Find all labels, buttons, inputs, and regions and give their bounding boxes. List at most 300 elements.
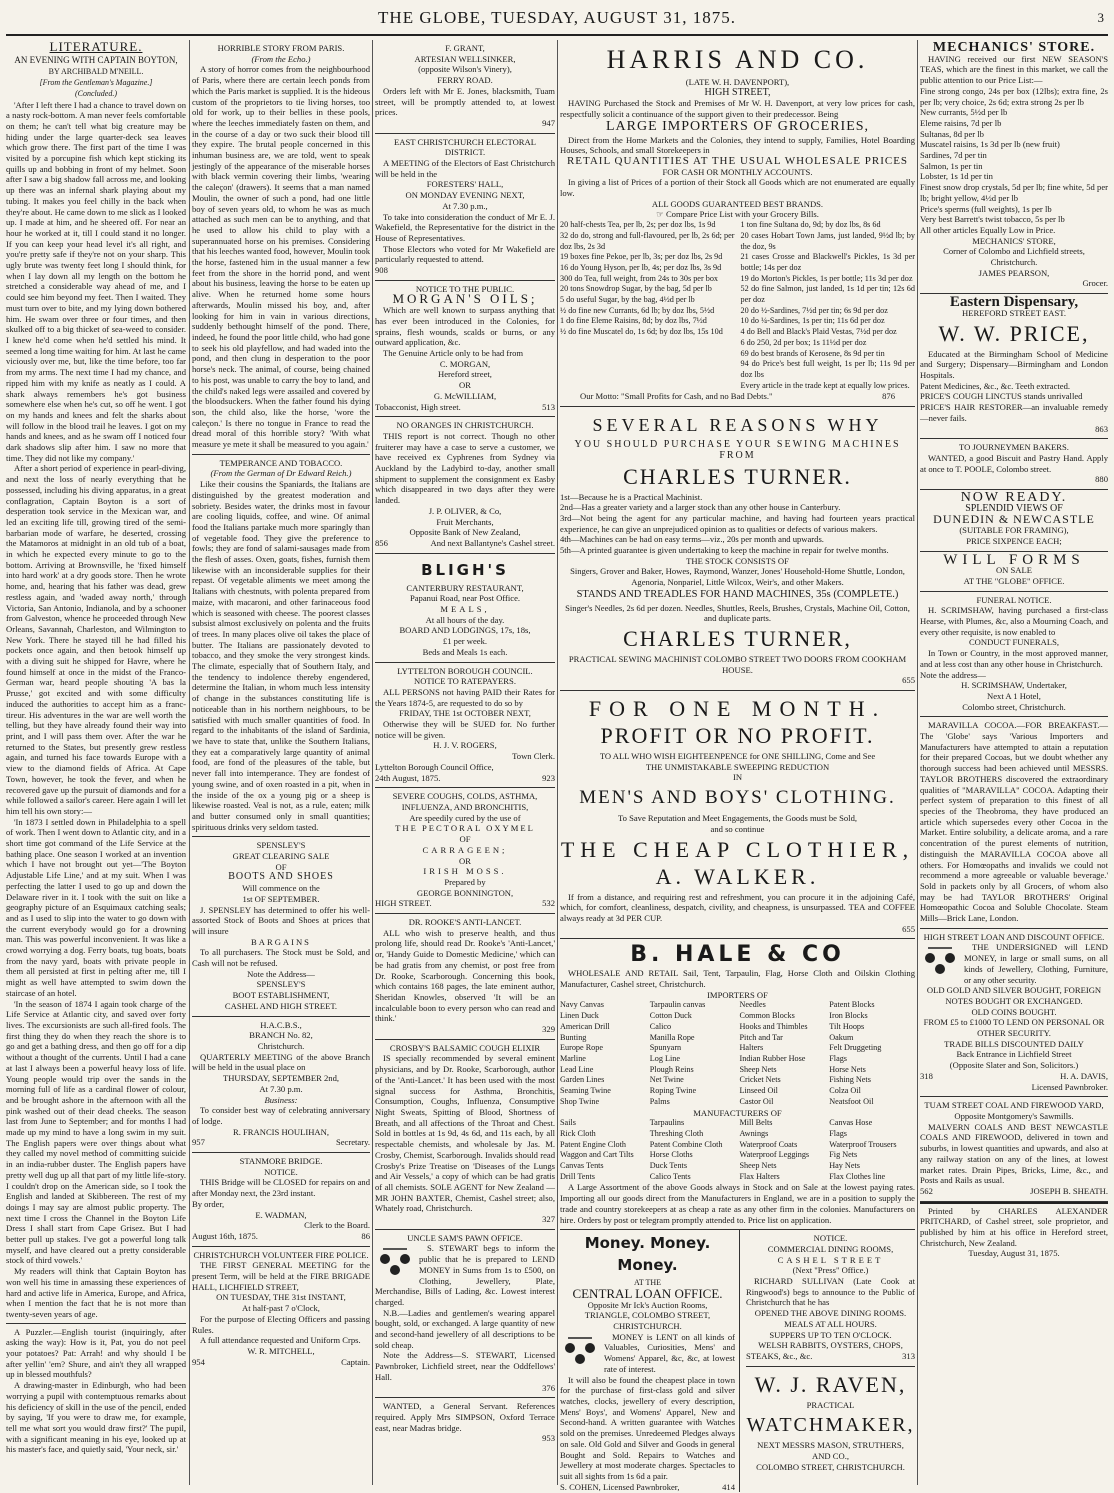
ad-number: 329	[542, 1024, 555, 1035]
ad-body: THIS Bridge will be CLOSED for repairs on and after Monday next, the 23rd instant.	[192, 1177, 370, 1199]
list-item: 5th—A printed guarantee is given undertaking to keep the machine in repair for twelve months.	[560, 545, 889, 556]
grid-item: Waterproof Leggings	[739, 1150, 810, 1160]
grid-item: Flags	[829, 1054, 847, 1063]
ad-address: Colombo street, Christchurch.	[962, 701, 1066, 712]
ad-number: 327	[542, 1214, 555, 1225]
ad-body: It will also be found the cheapest place in town for the purchase of first-class gold and silver watches, clocks, jewellery of every description, Mens' Boys', and Womens' Apparel, New and Second-hand. A written guarantee with Watches sold on the premises. Unredeemed Pledges always on sale. Old Gold and Silver and Goods in general Bought and Sold. Repairs to Watches and Jewellery at most moderate charges. Spectacles to suit all sights from 1s 6d a pair.	[560, 1374, 735, 1481]
ad-text: PRICE'S COUGH LINCTUS stands unrivalled	[920, 391, 1083, 402]
ad-text: Compare Price List with your Grocery Bills.	[665, 209, 819, 220]
grid-item: Tilt Hoops	[829, 1021, 865, 1031]
ad-address: Corner of Colombo and Lichfield streets,	[943, 246, 1085, 257]
ad-title: H.A.C.B.S.,	[260, 1019, 302, 1030]
ad-title: HIGH STREET LOAN AND DISCOUNT OFFICE.	[923, 931, 1105, 942]
price-list	[560, 220, 915, 391]
grid-item: Tarpaulin canvas	[649, 1000, 706, 1010]
ad-title: B. HALE & CO	[630, 942, 845, 968]
ad-text: Christchurch.	[257, 1040, 305, 1051]
grid-item: Needles	[739, 1000, 766, 1010]
list-item: 1 do fine Eleme Raisins, 8d; by doz lbs, 7½d	[560, 316, 707, 326]
ad-number: 856	[375, 537, 388, 548]
coughs-ad	[375, 788, 555, 914]
ad-text: Singers, Grover and Baker, Howes, Raymond, Wanzer, Jones' Household-Home Shuttle, London, Agenoria, Nonpariel, Little Wilcox, Weir's, and other Makers.	[570, 566, 905, 588]
ad-text: IN	[732, 772, 743, 783]
ad-address: Tobacconist, High street.	[375, 401, 461, 412]
ad-motto: Our Motto: "Small Profits for Cash, and no Bad Debts."	[580, 391, 773, 402]
hale-ad	[560, 939, 915, 1230]
ad-body: To take into consideration the conduct of Mr E. J. Wakefield, the Representative for the district in the House of Representatives.	[375, 211, 555, 243]
ad-headline: STANDS AND TREADLES FOR HAND MACHINES, 35s (COMPLETE.)	[576, 588, 899, 600]
ad-number: 513	[542, 401, 555, 412]
price-list-right	[741, 220, 916, 391]
ad-address: HIGH STREET,	[704, 86, 771, 98]
ad-title: COMMERCIAL DINING ROOMS,	[767, 1243, 894, 1254]
ad-address: Christchurch.	[990, 257, 1038, 268]
ad-text: OPENED THE ABOVE DINING ROOMS.	[754, 1308, 907, 1319]
grant-ad	[375, 40, 555, 134]
grid-item: Castor Oil	[739, 1096, 774, 1106]
ad-title: SEVERE COUGHS, COLDS, ASTHMA, INFLUENZA, AND BRONCHITIS,	[392, 791, 538, 812]
ad-body: H. SCRIMSHAW, having purchased a first-class Hearse, with Plumes, &c, also a Mourning Coach, and every other requisite, is now enabled to	[920, 605, 1108, 637]
ad-name: A. WALKER.	[655, 863, 820, 889]
pawn-balls-icon	[920, 944, 960, 976]
volunteer-fire-ad	[192, 1247, 370, 1372]
ad-title: NO ORANGES IN CHRISTCHURCH.	[396, 420, 534, 431]
funeral-ad	[920, 592, 1108, 718]
ad-address: HEREFORD STREET EAST.	[961, 307, 1066, 318]
ad-text: THE PECTORAL OXYMEL	[395, 823, 535, 834]
ad-number: 880	[1095, 474, 1108, 485]
ad-body: For the purpose of Electing Officers and passing Rules.	[192, 1313, 370, 1335]
ad-address: AND CO.,	[811, 1451, 849, 1462]
grid-item: Linen Duck	[560, 1011, 599, 1021]
ad-number: 954	[192, 1356, 205, 1367]
grid-item: Threshing Cloth	[649, 1128, 704, 1138]
ad-number: 532	[542, 898, 555, 909]
ad-name: F. GRANT,	[445, 43, 485, 53]
ad-text: SPLENDID VIEWS OF	[965, 502, 1063, 514]
ad-role: Captain.	[341, 1356, 370, 1367]
grid-item: Spunyarn	[649, 1043, 682, 1053]
grid-item: Iron Blocks	[829, 1011, 868, 1021]
ad-body: Which are well known to surpass anything that has ever been introduced in the Colonies, for sprains, flesh wounds, scalds or burns, or any outward application, &c.	[375, 305, 555, 348]
ad-goods: BOOTS AND SHOES	[228, 871, 334, 883]
grid-item: Awnings	[739, 1128, 769, 1138]
ad-address: (Opposite Slater and Son, Solicitors.)	[949, 1060, 1079, 1071]
column-four	[560, 40, 915, 1492]
mechanics-store-ad	[920, 40, 1108, 294]
views-ad	[920, 490, 1108, 552]
coal-yard-ad	[920, 1097, 1108, 1201]
grid-item: Linseed Oil	[739, 1086, 778, 1096]
ad-title: CROSBY'S BALSAMIC COUGH ELIXIR	[389, 1042, 541, 1053]
grid-item: Waterproof Coats	[739, 1139, 798, 1149]
pawn-balls-icon	[560, 1334, 600, 1366]
ad-headline: CONDUCT FUNERALS,	[968, 637, 1060, 648]
ad-text: Are speedily cured by the use of	[409, 812, 521, 823]
ad-text: AT THE	[633, 1278, 662, 1288]
list-item: Eleme raisins, 7d per lb	[920, 117, 1002, 128]
ad-number: 318	[920, 1070, 933, 1081]
grid-item: Roping Twine	[649, 1086, 697, 1096]
ad-headline: MEN'S AND BOYS' CLOTHING.	[579, 787, 896, 809]
ad-text: TO ALL WHO WISH EIGHTEENPENCE for ONE SHILLING, Come and See	[599, 751, 876, 762]
ad-body: Direct from the Home Markets and the Colonies, they intend to supply, Families, Hotel Boarding Houses, Schools, and small Storekeepers in	[560, 134, 915, 156]
ad-address: Next A 1 Hotel,	[987, 690, 1041, 701]
ad-name: GEORGE BONNINGTON,	[416, 887, 514, 898]
ad-signer: R. FRANCIS HOULIHAN,	[233, 1126, 329, 1137]
ad-number: 655	[902, 675, 915, 686]
bligh-restaurant-ad	[375, 554, 555, 663]
grid-item: Flax Clothes line	[829, 1171, 886, 1181]
grid-item: Halters	[739, 1043, 764, 1053]
list-item: Price's sperms (full weights), 1s per lb	[920, 203, 1052, 214]
grid-item: Hay Nets	[829, 1161, 860, 1171]
grid-item: Bunting	[560, 1032, 587, 1042]
grid-item: Calico Tents	[649, 1171, 691, 1181]
imprint-date: Tuesday, August 31, 1875.	[968, 1248, 1060, 1259]
list-item: 69 do best brands of Kerosene, 8s 9d per tin	[740, 348, 885, 358]
article-text: Like their cousins the Spaniards, the Italians are distinguished by the greatest moderation and sobriety. Besides water, the drinks most in favour are cooling liquids, coffee, and wine. Of animal food the Italians partake much more sparingly than of vegetable food. They give the preference to fowls; they are fond of salami-sausages made from the flesh of asses. Oxen, goats, fishes, furnish them likewise with an inconsiderable supplies for their repast. Of vegetable aliments we meet among the Italians with chestnuts, with polenta prepared from maize, with macaroni, and other farinaceous food which is seasoned with cheese. The poorest classes subsist almost exclusively on polenta and the fruits of trees. In many places olive oil takes the place of butter. The Italians are passionately devoted to tobacco, and they smoke the very strongest kinds. The climate, especially that of Southern Italy, and the tendency to indolence thereby engendered, determine the Italian, in whom much less intensity of change in the substances constituting life is noticeable than in his northern neighbours, to be satisfied with much smaller quantities of food. In regard to the inhabitants of the island of Sardinia, we have to state that, unlike the Southern Italians, they eat a comparatively large quantity of animal food, are fond of the pleasures of the table, but never fall into intemperance. They are fondest of young swine, and of oxen roasted in a pit, when in the inside of the ox a young pig or a sheep is likewise roasted. Veal is not, as a rule, eaten; milk and butter consumed only in small quantities; spirituous drinks very seldom tasted.	[192, 479, 370, 832]
ad-title: SEVERAL REASONS WHY	[592, 415, 883, 436]
ad-title: EAST CHRISTCHURCH ELECTORAL DISTRICT.	[394, 136, 536, 158]
ad-address: Opposite Montgomery's Sawmills.	[954, 1110, 1074, 1121]
ad-number: 376	[542, 1382, 555, 1393]
ad-text: SUPPERS UP TO TEN O'CLOCK.	[769, 1329, 892, 1340]
grid-item: Fishing Nets	[829, 1075, 871, 1085]
ad-text: ALL GOODS GUARANTEED BEST BRANDS.	[651, 198, 824, 209]
grid-item: Mill Belts	[739, 1118, 773, 1128]
ad-title: TUAM STREET COAL AND FIREWOOD YARD,	[924, 1100, 1104, 1111]
ad-text: PRICE'S HAIR RESTORER—an invaluable remedy—never fails.	[920, 402, 1108, 423]
ad-time: At half-past 7 o'Clock,	[242, 1303, 320, 1314]
ad-bargains: BARGAINS	[251, 936, 311, 947]
ad-text: Beds and Meals 1s each.	[422, 646, 508, 657]
crosby-ad	[375, 1040, 555, 1230]
ad-signer: W. R. MITCHELL,	[247, 1345, 315, 1356]
ad-body: J. SPENSLEY has determined to offer his well-assorted Stock of Boots and Shoes at prices that will insure	[192, 904, 370, 936]
ad-text: NOTICE TO RATEPAYERS.	[414, 676, 516, 687]
ad-body: To all purchasers. The Stock must be Sold, and Cash will not be refused.	[192, 947, 370, 969]
article-title: HORRIBLE STORY FROM PARIS.	[217, 43, 345, 53]
list-item: ½ do fine Muscatel do, 1s 6d; by doz lbs, 15s 10d	[560, 327, 723, 337]
article-text: A story of horror comes from the neighbourhood of Paris, where there are certain leech ponds from which the Paris market is supplied. It is the hideous custom of the proprietors to tie living horses, too old for work, up to their bellies in these pools, where the leeches immediately fasten on them, and in the course of a day or two suck their blood till they expire. The brutal people concerned in this inhuman business are, we are told, went to speak jestingly of the appearance of the miserable horses with black vermin covering their limbs, 'wearing the caleçon' (drawers). It seems that a man named Moulin, the owner of such a pond, had one little boy of seven years old, to whom he was as much attached as such men can be to anything, and that he used to allow his child to play with a superannuated horse on his premises. Considering that his leeches wanted food, however, Moulin took the horse, fastened him in the usual manner a few feet from the shore in the horrid pond, and went about his business, leaving the horse to be eaten up alive. When he returned home some hours afterwards, Moulin missed his boy, and, after looking for him in vain in various directions, suddenly bethought himself of the pond. There, indeed, he found the poor little child, who had gone to seek his old playfellow, and had waded into the pond, and then clung in desperation to the poor horse's neck. The animal, of course, being chained to his post, was unable to carry the boy to land, and the child's naked legs were assailed and covered by the bloodsuckers. When the father found his dying son, the child also, like the horse, 'wore the caleçon.' Is there no tongue in France to read the dread moral of this horrible story? 'With what measure ye mete it shall be measured to you again.'	[192, 64, 370, 450]
uncle-sam-ad	[375, 1230, 555, 1399]
list-item: 2nd—Has a greater variety and a larger stock than any other house in Canterbury.	[560, 502, 841, 513]
ad-text: THE STOCK CONSISTS OF	[686, 555, 789, 566]
electoral-ad	[375, 134, 555, 281]
ad-body: Those Electors who voted for Mr Wakefield are particularly requested to attend.	[375, 243, 555, 265]
ad-text: IRISH MOSS.	[423, 866, 507, 877]
list-item: 1st—Because he is a Practical Machinist.	[560, 491, 703, 502]
ad-text: PRICE SIXPENCE EACH;	[966, 535, 1062, 546]
cocoa-ad	[920, 717, 1108, 928]
ad-text: NOTICE TO THE PUBLIC.	[415, 283, 515, 294]
list-item: 3rd—Not being the agent for any particular machine, and having had fourteen years practical experience, he can give an unprejudiced opinion as to qualities or defects of various makers.	[560, 512, 915, 534]
ad-time: At 7.30 p.m.	[259, 1083, 303, 1094]
list-item: Very best Barrett's twist tobacco, 5s per lb	[920, 214, 1065, 225]
ad-title: WATCHMAKER,	[746, 1414, 915, 1437]
ad-title: Eastern Dispensary,	[949, 294, 1079, 311]
grid-item: Calico	[649, 1021, 672, 1031]
ad-text: OF	[459, 834, 471, 845]
ad-address: Back Entrance in Lichfield Street	[956, 1049, 1072, 1060]
dining-raven-ads	[746, 1230, 915, 1492]
ad-date: FRIDAY, THE 1st OCTOBER NEXT,	[399, 708, 531, 719]
ad-text: By order,	[192, 1198, 225, 1209]
grid-item: Horse Nets	[829, 1064, 866, 1074]
ad-headline: LARGE IMPORTERS OF GROCERIES,	[605, 118, 870, 134]
ad-text: CARRAGEEN;	[422, 844, 508, 855]
ad-name: C. MORGAN,	[439, 358, 491, 369]
bottom-ads-row	[560, 1230, 915, 1492]
article-concluded: (Concluded.)	[75, 88, 117, 98]
grid-item: Seaming Twine	[560, 1086, 611, 1096]
ad-title: CHRISTCHURCH VOLUNTEER FIRE POLICE.	[193, 1249, 369, 1260]
ad-number: 655	[902, 923, 915, 934]
imprint-text: Printed by CHARLES ALEXANDER PRITCHARD, of Cashel street, sole proprietor, and published by him at his office in Hereford street, Christchurch, New Zealand.	[920, 1205, 1108, 1248]
imports-grid	[560, 1000, 915, 1107]
grid-item: Pitch and Tar	[739, 1032, 783, 1042]
ad-text: Prepared by	[444, 876, 486, 887]
list-item: 20 tons Snowdrop Sugar, by the bag, 5d per lb	[560, 284, 712, 294]
lyttelton-council-ad	[375, 663, 555, 789]
ad-address: COLOMBO STREET, CHRISTCHURCH.	[756, 1461, 905, 1472]
ad-body: A Large Assortment of the above Goods always in Stock and on Sale at the lowest paying rates. Importing all our goods direct from the Manufacturers in England, we are in a position to supply the trade and country storekeepers at as cheap a rate as any other firm in the colonies. Manufacturers on hire. Orders by post or telegram promptly attended to. Price list on application.	[560, 1182, 915, 1225]
grid-item: Flags	[829, 1128, 847, 1138]
grid-item: Manilla Rope	[649, 1032, 695, 1042]
ad-body: WANTED, a General Servant. References required. Apply Mrs SIMPSON, Oxford Terrace east, near Madras bridge.	[375, 1401, 555, 1433]
ad-body: WANTED, a good Biscuit and Pastry Hand. Apply at once to T. POOLE, Colombo street.	[920, 452, 1108, 474]
ad-date: ON MONDAY EVENING NEXT,	[405, 190, 525, 201]
loan-office-ad	[920, 929, 1108, 1098]
list-item: Finest snow drop crystals, 5d per lb; fine white, 5d per lb; bright yellow, 4½d per lb	[920, 182, 1108, 203]
ad-address: NEXT MESSRS MASON, STRUTHERS,	[757, 1440, 904, 1451]
ad-signer: JAMES PEARSON,	[978, 267, 1050, 278]
grid-item: Neatsfoot Oil	[829, 1096, 874, 1106]
ad-text: Note the Address—	[247, 968, 315, 979]
grid-item: Patent Engine Cloth	[560, 1139, 626, 1149]
grid-item: Tarpaulins	[649, 1118, 685, 1128]
list-item: Sultanas, 8d per lb	[920, 128, 984, 139]
article-source: (From the Echo.)	[251, 53, 311, 64]
ad-role: Grocer.	[1082, 278, 1108, 289]
ad-signer: E. WADMAN,	[255, 1209, 307, 1220]
stanmore-ad	[192, 1153, 370, 1247]
ad-address: FERRY ROAD.	[437, 75, 493, 86]
money-ad	[560, 1230, 740, 1492]
list-item: 21 cases Crosse and Blackwell's Pickles, 1s 3d per bottle; 14s per doz	[740, 252, 915, 272]
ad-title: HARRIS AND CO.	[606, 45, 869, 74]
ad-body: ALL who wish to preserve health, and thus prolong life, should read Dr. Rooke's 'Anti-Lancet,' or, 'Handy Guide to Domestic Medicine,' which can be had gratis from any chemist, or post free from Dr. Rooke, Scarborough. Concerning this book, which contains 168 pages, the late eminent author, Sheridan Knowles, observed 'It will be an incalculable boon to every person who can read and think.'	[375, 927, 555, 1024]
ad-date: ON TUESDAY, THE 31st INSTANT,	[216, 1292, 346, 1303]
ad-name: BLIGH'S	[421, 560, 509, 579]
harris-ad	[560, 40, 915, 407]
rooke-ad	[375, 914, 555, 1040]
list-item: 20 half-chests Tea, per lb, 2s; per doz lbs, 1s 9d	[560, 220, 716, 230]
column-literature	[6, 40, 186, 1485]
column-divider	[372, 40, 373, 1485]
grid-item: Drill Tents	[560, 1171, 595, 1181]
ad-time: At 7.30 p.m.,	[442, 200, 488, 211]
ad-title: NOW READY.	[960, 490, 1068, 506]
ad-name: W. J. RAVEN,	[754, 1371, 907, 1397]
column-divider	[557, 40, 558, 1485]
grid-item: Lead Line	[560, 1064, 594, 1074]
grid-item: Horse Cloths	[649, 1150, 693, 1160]
list-item: Salmon, 1s per tin	[920, 160, 983, 171]
ad-text: PRACTICAL	[806, 1399, 855, 1410]
grid-item: American Drill	[560, 1021, 610, 1031]
grid-item: Fig Nets	[829, 1150, 858, 1160]
ad-text: STEAKS, &c., &c.	[746, 1350, 813, 1361]
list-item: 20 do ½-Sardines, 7½d per tin; 6s 9d per doz	[740, 305, 888, 315]
ad-body: IS specially recommended by several eminent physicians, and by Dr. Rooke, Scarborough, author of the 'Anti-Lancet.' It has been used with the most signal success for Asthma, Bronchitis, Consumption, Coughs, Influenza, Consumptive Night Sweats, Spitting of Blood, Shortness of Breath, and all affections of the Throat and Chest. Sold in bottles at 1s 9d, 4s 6d, and 11s each, by all respectable chemists, and wholesale by Jas. M. Crosby, Chemist, Scarborough. Invalids should read Crosby's Prize Treatise on 'Diseases of the Lungs and Air Vessels,' a copy of which can be had gratis of all chemists. SOLE AGENT for New Zealand — MR JOHN BAXTER, Chemist, Cashel street; also, Whately road, Christchurch.	[375, 1053, 555, 1214]
article-paragraph: 'After I left there I had a chance to travel down on a nasty rock-bottom. A man never feels comfortable on them; he can't tell what big creature may be hiding under the large quarter-deck sea leaves which grow there. The first part of the time I was visited by a porcupine fish which kept sticking its quills up and bobbing in front of my helmet. Soon after I saw a big shadow fall across me, and looking up there was an infernal shark playing about my tubing. It makes you feel chilly in the back when they're about. He came down to me slick as I looked up. I made at him, and he sheered off. For near an hour he worked at it, till I could stand it no longer. If you can keep your head level it's all right, and you're pretty safe if they're not on your sharp. This ugly brute was twenty feet long I should think, for when I lay down all my length on the bottom he stretched a considerable way ahead of me, and I could see him beyond my feet. Then I waited. They must turn over to bite, and my lying down bothered him. He swam over three or four times, and then skulked off to a big thicket of sea-weed to consider. I knew he'd come when he'd settled his mind. It seemed a long time waiting for him. At last he came viciously over me, but, like the time before, too far from my arms. The next time I had my chance, and ripped him with my knife as neatly as I could. A shark always remembers he's got business somewhere else when he's cut, so off he went. I got on my hands and knees and felt the sharks about will follow in the blood trail he leaves. I got on my hands and knees, and as he swam off I noticed four dark shadows slip after him. I saw no more that time. They did not like my company.'	[6, 99, 186, 463]
ad-text: OR	[459, 855, 471, 866]
grid-item: Oakum	[829, 1032, 854, 1042]
ad-signer: JOSEPH B. SHEATH.	[1030, 1185, 1108, 1196]
ad-text: ON SALE	[995, 565, 1033, 576]
ad-address: Hereford street,	[438, 369, 492, 380]
grid-item: Colza Oil	[829, 1086, 861, 1096]
ad-number: 953	[542, 1433, 555, 1444]
horrible-story-article	[192, 40, 370, 455]
ad-text: (LATE W. H. DAVENPORT),	[685, 77, 790, 87]
article-paragraph: My readers will think that Captain Boyton has won well his time in amassing these experiences of hard and active life in America, Europe, and Africa, when I mention the fact that he is not more than twenty-seven years of age.	[6, 1266, 186, 1319]
ad-body: WHOLESALE AND RETAIL Sail, Tent, Tarpaulin, Flag, Horse Cloth and Oilskin Clothing Manufacturer, Cashel street, Christchurch.	[560, 968, 915, 990]
literature-heading: LITERATURE.	[49, 39, 143, 54]
ad-headline: RETAIL QUANTITIES AT THE USUAL WHOLESALE PRICES	[566, 154, 909, 167]
ad-body: MONEY is LENT on all kinds of Valuables, Curiosities, Mens' and Womens' Apparel, &c, &c, at lowest rate of interest.	[604, 1331, 735, 1374]
ad-title: GREAT CLEARING SALE	[232, 851, 330, 862]
ad-text: AT THE "GLOBE" OFFICE.	[963, 575, 1065, 586]
ad-address: And next Ballantyne's Cashel street.	[430, 537, 555, 548]
ad-number: 86	[361, 1230, 370, 1241]
list-item: 32 do do, strong and full-flavoured, per lb, 2s 6d; per doz lbs, 2s 3d	[560, 230, 735, 251]
ad-text: TRADE BILLS DISCOUNTED DAILY	[944, 1038, 1084, 1049]
ad-title: UNCLE SAM'S PAWN OFFICE.	[407, 1232, 523, 1243]
column-divider	[917, 40, 918, 1485]
grid-item: Log Line	[649, 1054, 680, 1063]
ad-number: 562	[920, 1185, 933, 1196]
will-forms-ad	[920, 552, 1108, 592]
ad-date: THURSDAY, SEPTEMBER 2nd,	[222, 1073, 340, 1084]
ad-body: Educated at the Birmingham School of Medicine and Surgery; Dispensary—Birmingham and London Hospitals.	[920, 348, 1108, 380]
ad-title: MECHANICS' STORE.	[932, 40, 1096, 55]
ad-body: THE FIRST GENERAL MEETING for the present Term, will be held at the FIRE BRIGADE HALL, LICHFIELD STREET,	[192, 1260, 370, 1292]
ad-title: STANMORE BRIDGE.	[239, 1156, 323, 1167]
ad-body: QUARTERLY MEETING of the above Branch will be held in the usual place on	[192, 1051, 370, 1073]
ad-number: 947	[542, 117, 555, 128]
grid-item: Indian Rubber Hose	[739, 1054, 806, 1063]
ad-text: FOR CASH OR MONTHLY ACCOUNTS.	[662, 166, 813, 177]
ad-body: HAVING Purchased the Stock and Premises of Mr W. H. Davenport, at very low prices for cash, respectfully solicit a continuance of the support given to their predecessor. Being	[560, 98, 915, 120]
ad-title: FUNERAL NOTICE.	[976, 594, 1052, 605]
grid-item: Marline	[560, 1054, 586, 1063]
ad-body: In giving a list of Prices of a portion of their Stock all Goods which are not enumerated are equally low.	[560, 177, 915, 199]
ad-text: THE UNMISTAKABLE SWEEPING REDUCTION	[645, 761, 830, 772]
bakers-ad	[920, 439, 1108, 490]
masthead	[0, 4, 1114, 30]
ad-headline: DUNEDIN & NEWCASTLE	[933, 512, 1095, 527]
ad-text: BOARD AND LODGINGS, 17s, 18s,	[399, 625, 531, 636]
ad-number: 908	[375, 265, 388, 276]
walker-ad	[560, 691, 915, 939]
ad-text: Fruit Merchants,	[436, 516, 494, 527]
ad-number: 313	[902, 1350, 915, 1361]
ad-text: YOU SHOULD PURCHASE YOUR SEWING MACHINES FROM	[574, 439, 901, 461]
list-item: 6 do 250, 2d per box; 1s 11½d per doz	[740, 337, 867, 347]
ad-headline: PROFIT OR NO PROFIT.	[600, 723, 875, 749]
list-item: 16 do Young Hyson, per lb, 4s; per doz lbs, 3s 9d	[560, 262, 722, 272]
ad-number: 414	[722, 1481, 735, 1492]
grid-item: Hooks and Thimbles	[739, 1021, 808, 1031]
ad-role: Town Clerk.	[512, 751, 555, 762]
ad-body: N.B.—Ladies and gentlemen's wearing apparel bought, sold, or exchanged. A large quantity of new and second-hand jewellery of all descriptions to be sold cheap.	[375, 1307, 555, 1350]
wanted-servant-ad	[375, 1398, 555, 1448]
list-item: Fine strong congo, 24s per box (12lbs); extra fine, 2s per lb; very choice, 2s 6d; extra strong 2s per lb	[920, 85, 1108, 107]
spensley-ad	[192, 837, 370, 1016]
grid-item: Waterproof Trousers	[829, 1139, 897, 1149]
ad-number: 957	[192, 1137, 205, 1148]
ad-title: FOR ONE MONTH.	[588, 696, 887, 722]
ad-body: In Town or Country, in the most approved manner, and at less cost than any other house in Christchurch.	[920, 648, 1108, 669]
ad-title: TO JOURNEYMEN BAKERS.	[959, 442, 1069, 453]
grid-item: Sheep Nets	[739, 1064, 777, 1074]
dining-rooms-ad	[746, 1230, 915, 1366]
grid-item: Duck Tents	[649, 1161, 688, 1171]
ad-text: At all hours of the day.	[425, 614, 505, 625]
ad-name: CHARLES TURNER.	[623, 463, 852, 489]
ad-address: CHRISTCHURCH.	[613, 1321, 682, 1332]
imprint	[920, 1202, 1108, 1260]
ad-number: 876	[882, 391, 895, 402]
list-item: 1 ton fine Sultana do, 9d; by doz lbs, 8s 6d	[740, 220, 881, 230]
oranges-ad	[375, 417, 555, 553]
ad-body: MALVERN COALS AND BEST NEWCASTLE COALS AND FIREWOOD, delivered in town and suburbs, in lowest quantities and upwards, and also at any railway station on any of the lines, at lowest market rates. Drain Pipes, Bricks, Lime, &c., and Posts and Rails as usual.	[920, 1121, 1108, 1186]
ad-name: MECHANICS' STORE,	[972, 235, 1056, 246]
grid-item: Flax Halters	[739, 1171, 780, 1181]
ad-body: Otherwise they will be SUED for. No further notice will be given.	[375, 719, 555, 740]
grid-item: Felt Druggeting	[829, 1043, 882, 1053]
temperance-article	[192, 455, 370, 838]
ad-body: HAVING received our first NEW SEASON'S TEAS, which are the finest in this market, we call the public attention to our Price List:—	[920, 53, 1108, 86]
ad-body: The Genuine Article only to be had from	[383, 347, 524, 358]
article-source: [From the Gentleman's Magazine.]	[39, 78, 153, 88]
ad-text: OLD GOLD AND SILVER BOUGHT, FOREIGN NOTES BOUGHT OR EXCHANGED.	[926, 985, 1102, 1006]
ad-title: ARTESIAN WELLSINKER,	[414, 53, 516, 64]
list-item: All other articles Equally Low in Price.	[920, 224, 1056, 235]
ad-body: A MEETING of the Electors of East Christchurch will be held in the	[375, 158, 555, 179]
ad-body: THIS report is not correct. Though no other fruiterer may have a case to serve a customer, we have received ex Cyphrenes from Sydney via Auckland by the Ladybird to-day, another small shipment to supplement the consignment ex Easby which disappeared in two days after they were landed.	[375, 430, 555, 506]
ad-address: Opposite Mr Ick's Auction Rooms,	[587, 1299, 708, 1310]
ad-headline: THE CHEAP CLOTHIER,	[560, 836, 915, 862]
turner-ad	[560, 407, 915, 691]
ad-text: FROM £5 to £1000 TO LEND ON PERSONAL OR OTHER SECURITY.	[923, 1017, 1105, 1039]
ad-body: If from a distance, and requiring rest and refreshment, you can procure it in the adjoining Café, which, for comfort, cleanliness, despatch, civility, and cheapness, is unsurpassed. TEA and COFFEE always ready at 3d PER CUP.	[560, 891, 915, 923]
ad-text: OLD COINS BOUGHT.	[971, 1006, 1057, 1017]
grid-item: Navy Canvas	[560, 1000, 604, 1010]
ad-text: WELSH RABBITS, OYSTERS, CHOPS,	[758, 1340, 903, 1351]
article-paragraph: 'In the season of 1874 I again took charge of the Life Service at Atlantic city, and saved over forty lives. The excursionists are such all-fired fools. The first thing they do when they reach the shore is to go and get a bathing dress, and then go off for a dip without a thought of the currents. Until I had a cane at last I always been a powerful heavy loss of life. Young people would trip over the sands in the morning full of life as a cardinal flower of colour, and be brought ashore in the afternoon with all the pink washed out of their dead cheeks. The season last from June to September; and for months I had made up my mind to have a long swim in my suit. The English papers were over things about what they called my novel method of committing suicide in an india-rubber duster. The English papers have pretty well dug up all that part of my little life-story. I couldn't drop on the American side, so I took the English and landed at Skibbereen. The rest of my doings I may say are almost public property. The next time I cross the Channel in the Boyton Life Dress I shall start from Cape Grisez. But I had better pull up stakes. I've got a powerful long talk myself, and have cleared out a pretty considerable stock of third vowels.'	[6, 998, 186, 1266]
ad-body: To consider best way of celebrating anniversary of lodge.	[192, 1105, 370, 1126]
column-five	[920, 40, 1108, 1485]
hacbs-ad	[192, 1017, 370, 1153]
grid-item: Palms	[649, 1096, 670, 1106]
list-item: ½ do fine new Currants, 6d lb; by doz lbs, 5½d	[560, 305, 715, 315]
ad-body: Orders left with Mr E. Jones, blacksmith, Tuam street, will be promptly attended to, at lowest prices.	[375, 85, 555, 118]
grid-item: Cricket Nets	[739, 1075, 781, 1085]
